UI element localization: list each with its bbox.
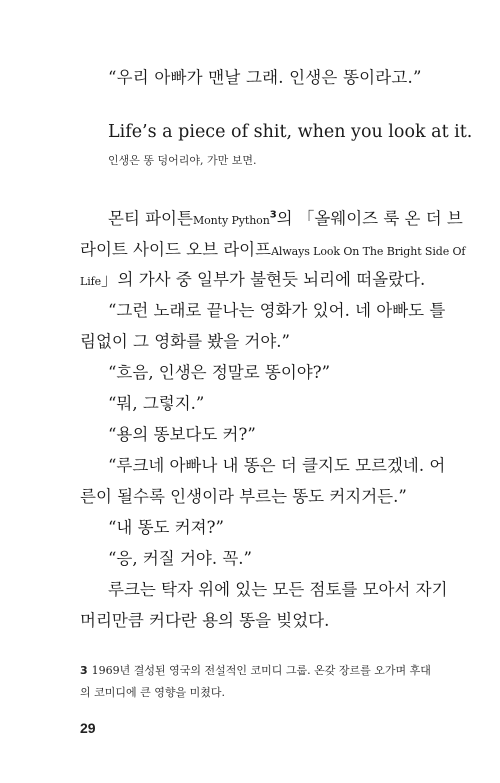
body-line-14: 머리만큼 커다란 용의 똥을 빚었다.: [80, 611, 330, 630]
footnote-ref: 3: [269, 209, 277, 221]
body-line-5: 림없이 그 영화를 봤을 거야.”: [80, 332, 290, 351]
body-line-12: “응, 커질 거야. 꼭.”: [108, 549, 252, 568]
body-line-2: 라이트 사이드 오브 라이프Always Look On The Bright Side Of: [80, 240, 466, 259]
page-number: 29: [80, 720, 96, 736]
footnote-line-1: 3 1969년 결성된 영국의 전설적인 코미디 그룹. 온갖 장르를 오가며 후대: [80, 664, 431, 677]
song-lyric-english: Life’s a piece of shit, when you look at it.: [108, 122, 473, 142]
body-line-1: 몬티 파이튼Monty Python$^3$의 「올웨이즈 룩 온 더 브: [108, 209, 463, 228]
footnote-line-2: 의 코미디에 큰 영향을 미쳤다.: [80, 686, 225, 699]
footnote-number: 3: [80, 664, 88, 677]
body-line-13: 루크는 탁자 위에 있는 모든 점토를 모아서 자기: [108, 580, 448, 599]
body-line-9: “루크네 아빠나 내 똥은 더 클지도 모르겠네. 어: [108, 456, 446, 475]
song-title-latin-end: Life: [80, 275, 102, 288]
body-line-7: “뭐, 그렇지.”: [108, 394, 205, 413]
song-title-latin: Always Look On The Bright Side Of: [271, 245, 466, 258]
opening-quote: “우리 아빠가 맨날 그래. 인생은 똥이라고.”: [108, 68, 422, 87]
body-line-8: “용의 똥보다도 커?”: [108, 425, 256, 444]
body-line-10: 른이 될수록 인생이라 부르는 똥도 커지거든.”: [80, 487, 407, 506]
body-line-6: “흐음, 인생은 정말로 똥이야?”: [108, 363, 331, 382]
song-lyric-korean: 인생은 똥 덩어리야, 가만 보면.: [108, 154, 257, 167]
body-line-4: “그런 노래로 끝나는 영화가 있어. 네 아빠도 틀: [108, 301, 446, 320]
body-line-3: Life」의 가사 중 일부가 불현듯 뇌리에 떠올랐다.: [80, 270, 426, 289]
band-name-latin: Monty Python: [192, 214, 270, 227]
body-line-11: “내 똥도 커져?”: [108, 518, 224, 537]
